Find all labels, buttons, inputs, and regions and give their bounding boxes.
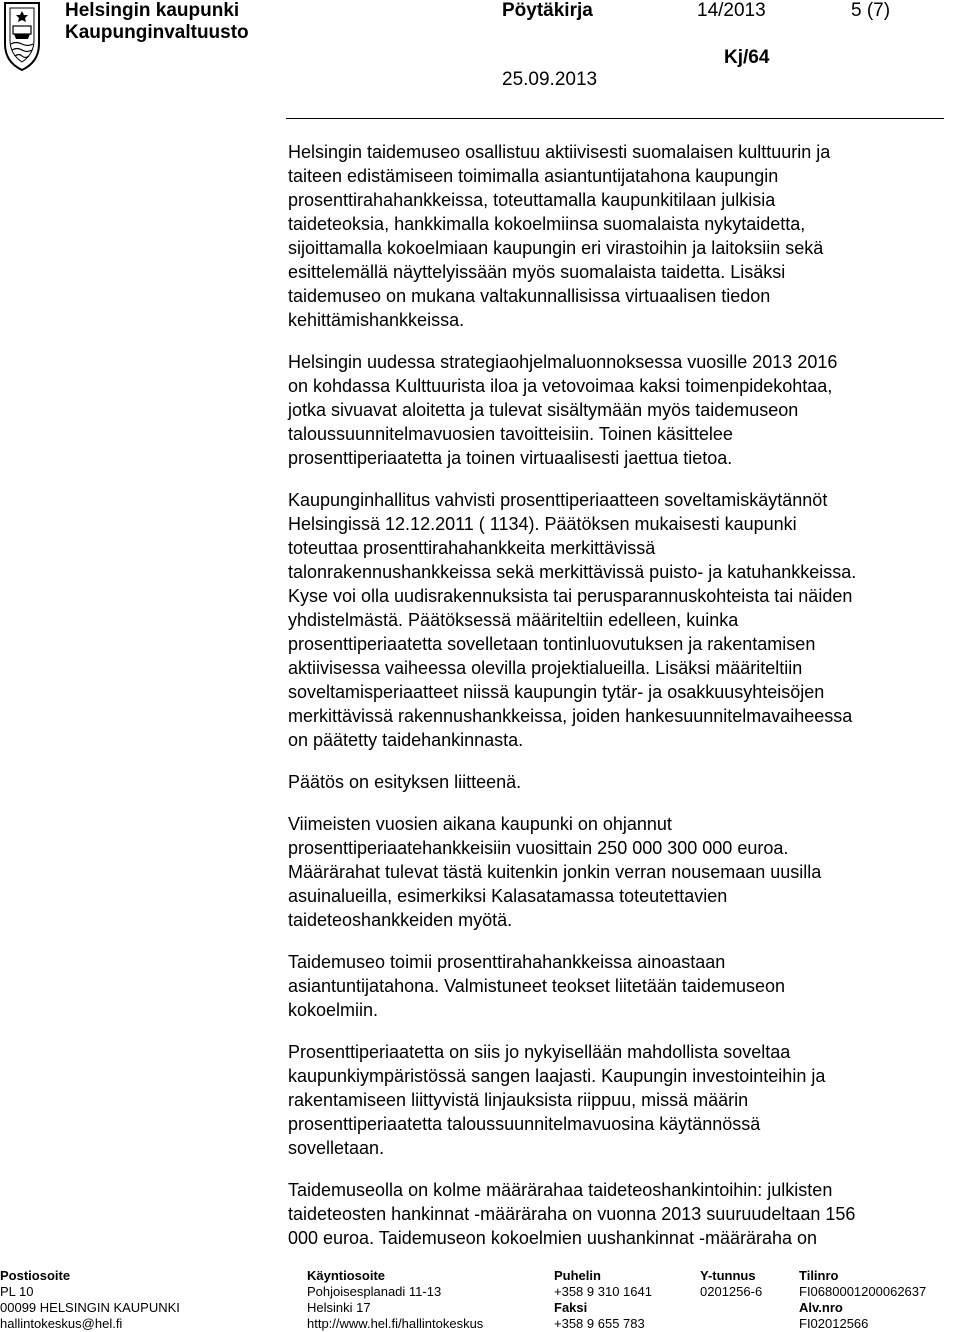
footer-heading: Tilinro	[799, 1268, 839, 1283]
footer-website: http://www.hel.fi/hallintokeskus	[307, 1316, 484, 1331]
footer-business-id	[700, 1268, 762, 1300]
body-paragraph: Taidemuseo toimii prosenttirahahankkeissa ainoastaan asiantuntijatahona. Valmistuneet teokset liitetään taidemuseon kokoelmiin.	[288, 952, 785, 1020]
document-body	[288, 140, 948, 1268]
footer-postal-address	[0, 1268, 180, 1332]
organization-name: Helsingin kaupunki	[65, 0, 240, 21]
body-paragraph: Prosenttiperiaatetta on siis jo nykyisellään mahdollista soveltaa kaupunkiympäristössä sangen laajasti. Kaupungin investointeihin ja rakentamiseen liittyvistä linjauksista riippuu, missä määrin prosenttiperiaatetta taloussuunnitelmavuosina käytännössä sovelletaan.	[288, 1042, 826, 1158]
footer-line: Helsinki 17	[307, 1300, 371, 1315]
footer-visiting-address	[307, 1268, 483, 1332]
body-paragraph: Taidemuseolla on kolme määrärahaa taideteoshankintoihin: julkisten taideteosten hankinnat -määräraha on vuonna 2013 suuruudeltaan 156 000 euroa. Taidemuseon kokoelmien uushankinnat -määräraha on	[288, 1180, 856, 1248]
document-number: 14/2013	[697, 0, 766, 21]
body-paragraph: Helsingin uudessa strategiaohjelmaluonnoksessa vuosille 2013 2016 on kohdassa Kulttuurista iloa ja vetovoimaa kaksi toimenpidekohtaa, jotka sivuavat aloitetta ja tulevat sisältymään myös taidemuseon taloussuunnitelmavuosien tavoitteisiin. Toinen käsittelee prosenttiperiaatetta ja toinen virtuaalisesti jaettua tietoa.	[288, 352, 838, 468]
footer-email: hallintokeskus@hel.fi	[0, 1316, 123, 1331]
meeting-date: 25.09.2013	[502, 69, 598, 90]
body-paragraph: Helsingin taidemuseo osallistuu aktiivisesti suomalaisen kulttuurin ja taiteen edistämiseen toimimalla asiantuntijatahona kaupungin prosenttirahahankkeissa, toteuttamalla kaupunkitilaan julkisia taideteoksia, hankkimalla kokoelmiinsa suomalaista nykytaidetta, sijoittamalla kokoelmiaan kaupungin eri virastoihin ja laitoksiin sekä esittelemällä näyttelyissään myös suomalaista taidetta. Lisäksi taidemuseo on mukana valtakunnallisissa virtuaalisen tiedon kehittämishankkeissa.	[288, 142, 831, 330]
body-paragraph: Kaupunginhallitus vahvisti prosenttiperiaatteen soveltamiskäytännöt Helsingissä 12.12.2011 ( 1134). Päätöksen mukaisesti kaupunki toteuttaa prosenttirahahankkeita merkittävissä talonrakennushankkeissa sekä merkittävissä puisto- ja katuhankkeissa. Kyse voi olla uudisrakennuksista tai perusparannuskohteista tai näiden yhdistelmästä. Päätöksessä määriteltiin edelleen, kuinka prosenttiperiaatetta sovelletaan tontinluovutuksen ja rakentamisen aktiivisessa vaiheessa olevilla projektialueilla. Lisäksi määriteltiin soveltamisperiaatteet niissä kaupungin tytär- ja osakkuusyhteisöjen merkittävissä rakennushankkeissa, joiden hankesuunnitelmavaiheessa on päätetty taidehankinnasta.	[288, 490, 857, 750]
document-type: Pöytäkirja	[502, 0, 593, 21]
footer-heading: Postiosoite	[0, 1268, 71, 1283]
footer-phone	[554, 1268, 652, 1332]
footer-line: +358 9 655 783	[554, 1316, 645, 1331]
footer-heading: Y-tunnus	[700, 1268, 756, 1283]
footer-account	[799, 1268, 926, 1332]
page-footer	[0, 1268, 960, 1332]
footer-heading: Puhelin	[554, 1268, 601, 1283]
section-number: Kj/64	[724, 47, 770, 68]
footer-line: Pohjoisesplanadi 11-13	[307, 1284, 442, 1299]
footer-line: FI0680001200062637	[799, 1284, 927, 1299]
footer-heading: Alv.nro	[799, 1300, 843, 1315]
footer-line: FI02012566	[799, 1316, 869, 1331]
page-count: 5 (7)	[851, 0, 891, 21]
footer-heading: Käyntiosoite	[307, 1268, 386, 1283]
helsinki-coat-of-arms-icon	[2, 0, 42, 72]
body-paragraph: Viimeisten vuosien aikana kaupunki on ohjannut prosenttiperiaatehankkeisiin vuosittain 250 000 300 000 euroa. Määrärahat tulevat tästä kuitenkin jonkin verran nousemaan uusilla asuinalueilla, esimerkiksi Kalasatamassa toteutettavien taideteoshankkeiden myötä.	[288, 814, 822, 930]
footer-line: 0201256-6	[700, 1284, 763, 1299]
body-paragraph: Päätös on esityksen liitteenä.	[288, 772, 522, 792]
footer-heading: Faksi	[554, 1300, 588, 1315]
footer-line: 00099 HELSINGIN KAUPUNKI	[0, 1300, 180, 1315]
council-name: Kaupunginvaltuusto	[65, 22, 249, 43]
header-divider	[286, 118, 944, 119]
footer-line: PL 10	[0, 1284, 34, 1299]
footer-line: +358 9 310 1641	[554, 1284, 652, 1299]
